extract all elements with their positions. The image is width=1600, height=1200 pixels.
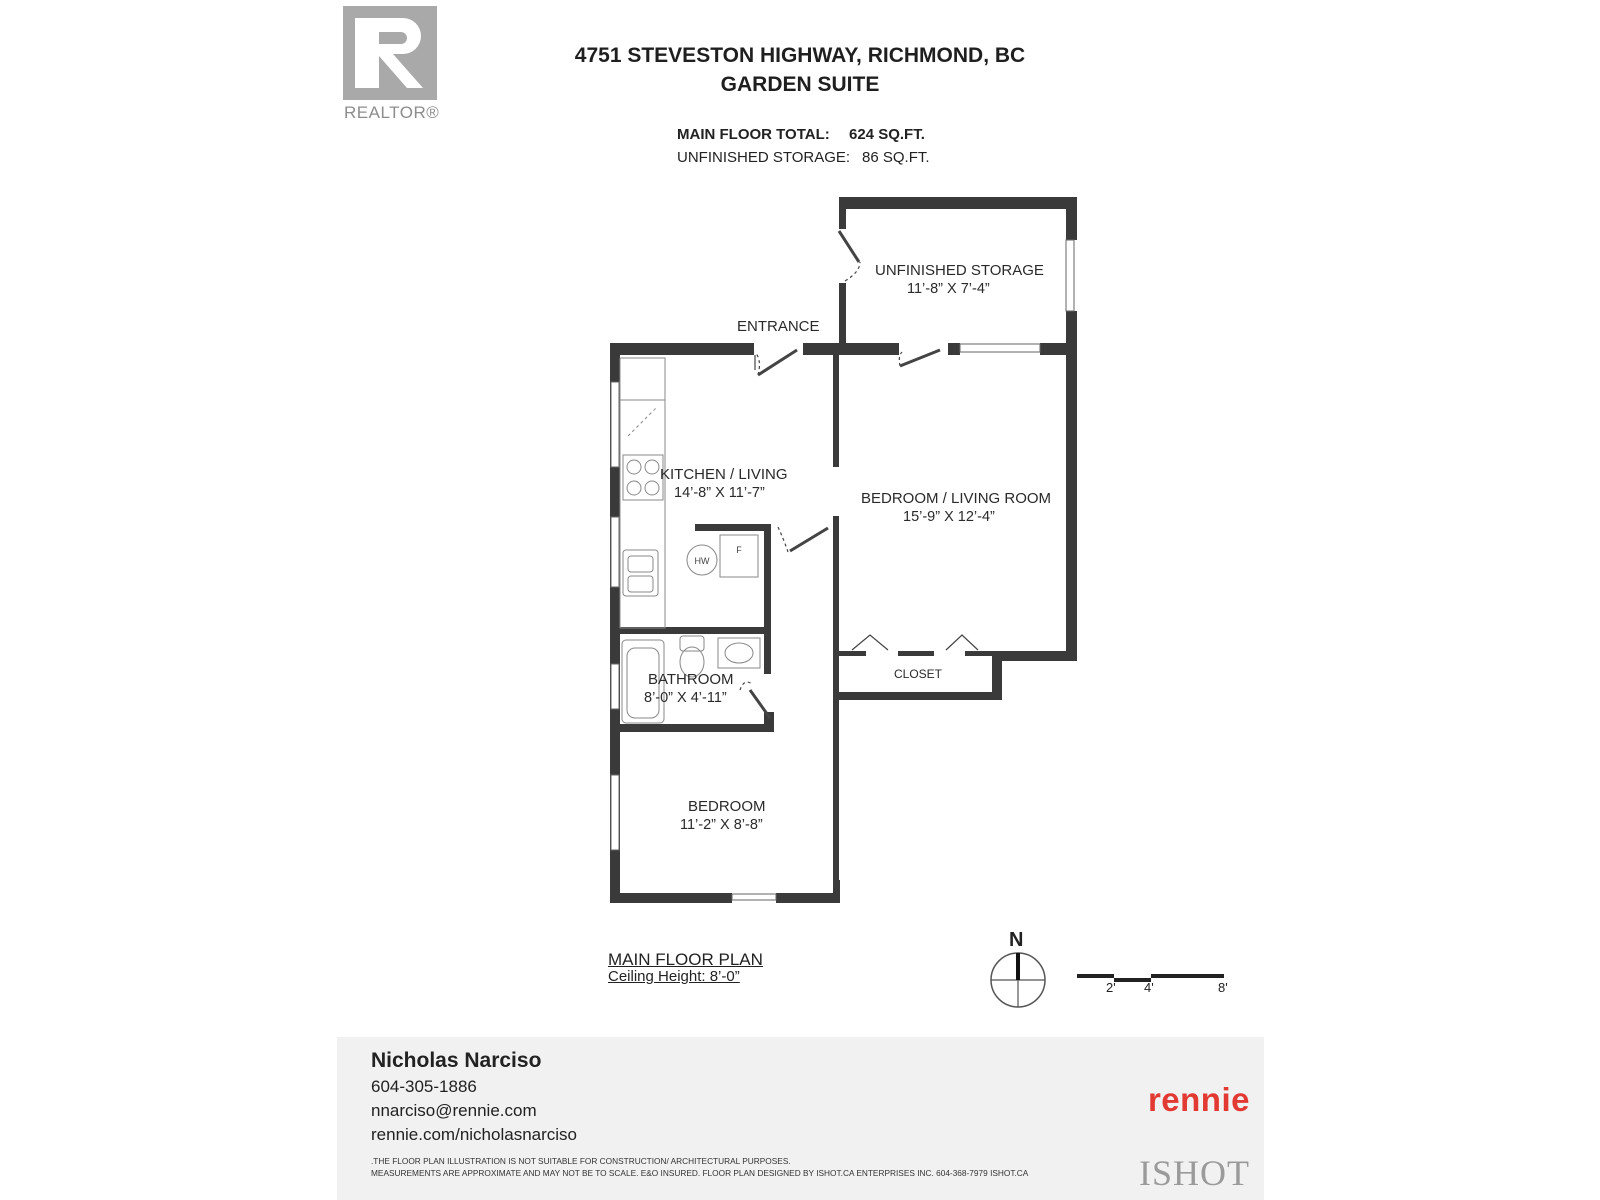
realtor-wordmark: REALTOR® — [344, 103, 440, 122]
bedroom-room-dims: 11’-2” X 8’-8” — [680, 817, 763, 833]
scale-label-4: 4' — [1144, 980, 1154, 995]
bedroom-living-room-name: BEDROOM / LIVING ROOM — [861, 490, 1052, 507]
bathroom-room-dims: 8’-0” X 4’-11” — [644, 690, 727, 706]
storage-room-name: UNFINISHED STORAGE — [875, 262, 1044, 279]
walls — [610, 197, 1077, 903]
hw-label: HW — [694, 556, 710, 566]
suite-title: GARDEN SUITE — [720, 73, 880, 96]
fridge-label: F — [736, 545, 742, 555]
closet-name: CLOSET — [894, 667, 943, 681]
storage-room-dims: 11’-8” X 7’-4” — [907, 281, 990, 297]
north-label: N — [1009, 929, 1024, 951]
agent-email[interactable]: nnarciso@rennie.com — [371, 1101, 537, 1120]
plan-title: MAIN FLOOR PLAN — [608, 950, 763, 969]
disclaimer-line-2: MEASUREMENTS ARE APPROXIMATE AND MAY NOT BE TO SCALE. E&O INSURED. FLOOR PLAN DESIGNED BY ISHOT.CA ENTERPRISES INC. 604-368-7979 ISHOT.CA — [371, 1168, 1029, 1178]
scale-label-2: 2' — [1106, 980, 1116, 995]
agent-website[interactable]: rennie.com/nicholasnarciso — [371, 1125, 577, 1144]
north-compass-icon — [991, 953, 1045, 1007]
agent-phone[interactable]: 604-305-1886 — [371, 1077, 477, 1096]
agent-name: Nicholas Narciso — [371, 1049, 542, 1072]
kitchen-fixtures — [620, 358, 760, 723]
main-floor-total-label: MAIN FLOOR TOTAL: — [677, 126, 830, 143]
bedroom-living-room-dims: 15’-9” X 12’-4” — [903, 509, 995, 525]
agent-footer — [337, 1037, 1264, 1200]
main-floor-total-value: 624 SQ.FT. — [849, 126, 925, 143]
rennie-logo: rennie — [1147, 1081, 1250, 1118]
disclaimer-line-1: .THE FLOOR PLAN ILLUSTRATION IS NOT SUITABLE FOR CONSTRUCTION/ ARCHITECTURAL PURPOSES. — [371, 1156, 791, 1166]
kitchen-room-name: KITCHEN / LIVING — [660, 466, 788, 483]
bathroom-room-name: BATHROOM — [648, 671, 734, 688]
entrance-label: ENTRANCE — [737, 318, 820, 335]
storage-area-value: 86 SQ.FT. — [862, 149, 930, 166]
storage-area-label: UNFINISHED STORAGE: — [677, 149, 851, 166]
scale-label-8: 8' — [1218, 980, 1228, 995]
ceiling-height: Ceiling Height: 8’-0” — [608, 968, 740, 985]
property-address: 4751 STEVESTON HIGHWAY, RICHMOND, BC — [574, 44, 1026, 67]
ishot-logo: ISHOT — [1139, 1153, 1250, 1193]
bedroom-room-name: BEDROOM — [688, 798, 766, 815]
kitchen-room-dims: 14’-8” X 11’-7” — [674, 485, 765, 501]
